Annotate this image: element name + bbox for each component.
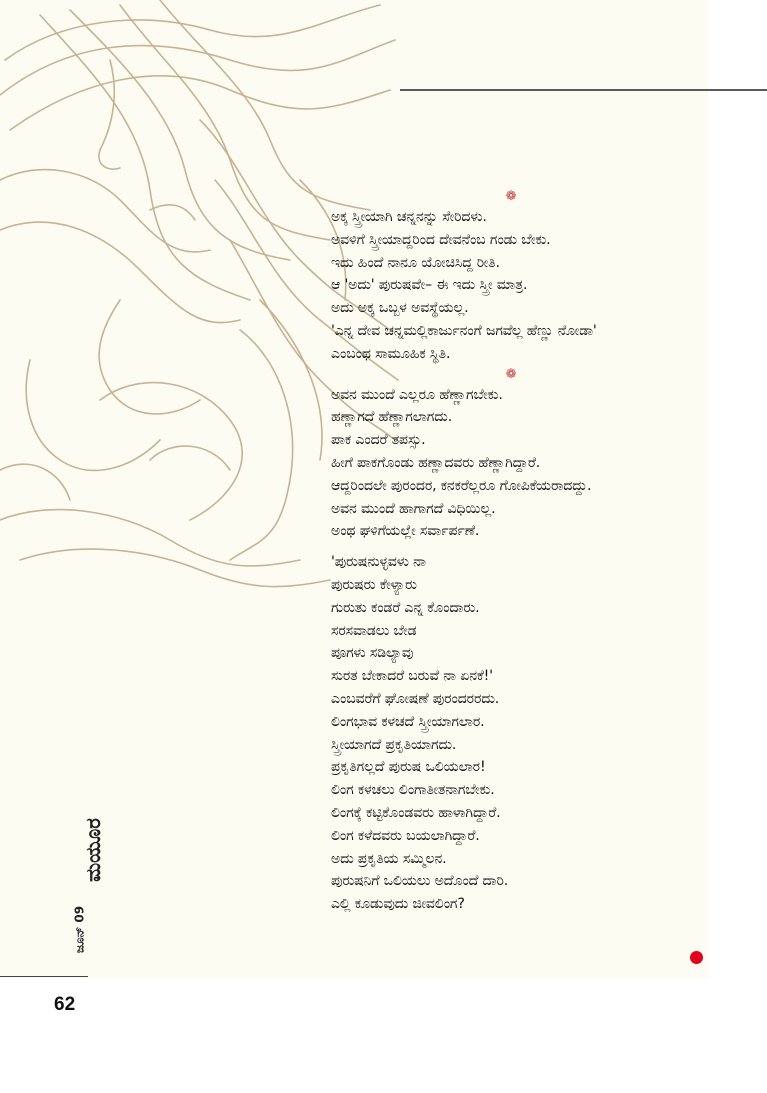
poem-line: ಅವನ ಮುಂದೆ ಎಲ್ಲರೂ ಹೆಣ್ಣಾಗಬೇಕು. (331, 386, 503, 403)
poem-line: ಅದು ಪ್ರಕೃತಿಯ ಸಮ್ಮಿಲನ. (331, 850, 447, 867)
poem-line: ಅವಳಿಗೆ ಸ್ತ್ರೀಯಾದ್ದರಿಂದ ದೇವನೆಂಬ ಗಂಡು ಬೇಕು. (331, 231, 551, 248)
poem-line: ಇದು ಹಿಂದೆ ನಾನೂ ಯೋಚಿಸಿದ್ದ ರೀತಿ. (331, 254, 500, 271)
poem-line: ಆ 'ಅದು' ಪುರುಷವೇ– ಈ ಇದು ಸ್ತ್ರೀ ಮಾತ್ರ. (331, 277, 528, 294)
poem-line: ಅಂಥ ಘಳಿಗೆಯಲ್ಲೇ ಸರ್ವಾರ್ಪಣೆ. (331, 523, 480, 540)
top-divider-rule (400, 89, 767, 91)
poem-line: ಸುರತ ಬೇಕಾದರೆ ಬರುವೆ ನಾ ಏನಕೆ!' (331, 668, 493, 685)
poem-line: ಎಲ್ಲಿ ಕೂಡುವುದು ಜೀವಲಿಂಗ? (331, 896, 465, 913)
poem-line: ಅಕ್ಕ ಸ್ತ್ರೀಯಾಗಿ ಚನ್ನನನ್ನು ಸೇರಿದಳು. (331, 209, 487, 225)
footer-rule (0, 976, 88, 977)
poem-line: ಎಂಬಂಥ ಸಾಮೂಹಿಕ ಸ್ಥಿತಿ. (331, 345, 451, 362)
poem-text (331, 188, 711, 916)
page-number: 62 (54, 994, 76, 1015)
magazine-title: ಮಯೂರ (81, 818, 105, 882)
red-dot-icon (690, 951, 703, 964)
flower-ornament-icon: ❁ (505, 366, 517, 382)
poem-line: ಅದು ಅಕ್ಕ ಒಬ್ಬಳ ಅವಸ್ಥೆಯಲ್ಲ. (331, 300, 469, 317)
poem-line: ಸ್ತ್ರೀಯಾಗದೆ ಪ್ರಕೃತಿಯಾಗದು. (331, 736, 457, 753)
poem-line: ಹಣ್ಣಾಗದೆ ಹೆಣ್ಣಾಗಲಾಗದು. (331, 409, 453, 426)
poem-line: ಪುರುಷನಿಗೆ ಒಲಿಯಲು ಅದೊಂದೆ ದಾರಿ. (331, 873, 509, 890)
poem-line: ಅವನ ಮುಂದೆ ಹಾಗಾಗದೆ ವಿಧಿಯಿಲ್ಲ. (331, 500, 496, 517)
poem-line: ಪೂಗಳು ಸಡಿಲ್ಯಾವು (331, 645, 414, 662)
poem-line: ಲಿಂಗಭಾವ ಕಳಚದೆ ಸ್ತ್ರೀಯಾಗಲಾರ. (331, 713, 485, 730)
poem-line: 'ಪುರುಷನುಳ್ಳವಳು ನಾ (331, 554, 426, 571)
poem-line: ಹೀಗೆ ಪಾಕಗೊಂಡು ಹಣ್ಣಾದವರು ಹೆಣ್ಣಾಗಿದ್ದಾರೆ. (331, 454, 541, 471)
poem-line: ಆದ್ದರಿಂದಲೇ ಪುರಂದರ, ಕನಕರೆಲ್ಲರೂ ಗೋಪಿಕೆಯರಾದದ್ದು. (331, 477, 592, 494)
poem-line: ಪುರುಷರು ಕೇಳ್ಯಾರು (331, 576, 417, 593)
stanza-2 (331, 384, 711, 544)
poem-line: ಪಾಕ ಎಂದರೆ ತಪಸ್ಸು. (331, 432, 426, 449)
poem-line: ಲಿಂಗಕ್ಕೆ ಕಟ್ಟಿಕೊಂಡವರು ಹಾಳಾಗಿದ್ದಾರೆ. (331, 804, 501, 821)
poem-line: ಲಿಂಗ ಕಳಚಲು ಲಿಂಗಾತೀತನಾಗಬೇಕು. (331, 782, 495, 799)
poem-line: 'ಎನ್ನ ದೇವ ಚನ್ನಮಲ್ಲಿಕಾರ್ಜುನಂಗೆ ಜಗವೆಲ್ಲ ಹೆಣ್ಣು ನೋಡಾ' (331, 322, 597, 339)
flower-ornament-icon: ❁ (505, 189, 517, 204)
stanza-1 (331, 206, 711, 366)
poem-line: ಗುರುತು ಕಂಡರೆ ಎನ್ನ ಕೊಂದಾರು. (331, 599, 480, 616)
poem-line: ಸರಸವಾಡಲು ಬೇಡ (331, 622, 417, 639)
stanza-3 (331, 551, 711, 916)
issue-date: ಜೂನ್ 09 (72, 905, 87, 954)
stanza-gap (331, 543, 711, 551)
poem-line: ಪ್ರಕೃತಿಗಲ್ಲದೆ ಪುರುಷ ಒಲಿಯಲಾರ! (331, 759, 486, 776)
poem-line: ಲಿಂಗ ಕಳೆದವರು ಬಯಲಾಗಿದ್ದಾರೆ. (331, 827, 480, 844)
poem-line: ಎಂಬವರೆಗೆ ಘೋಷಣೆ ಪುರಂದರರದು. (331, 690, 500, 707)
